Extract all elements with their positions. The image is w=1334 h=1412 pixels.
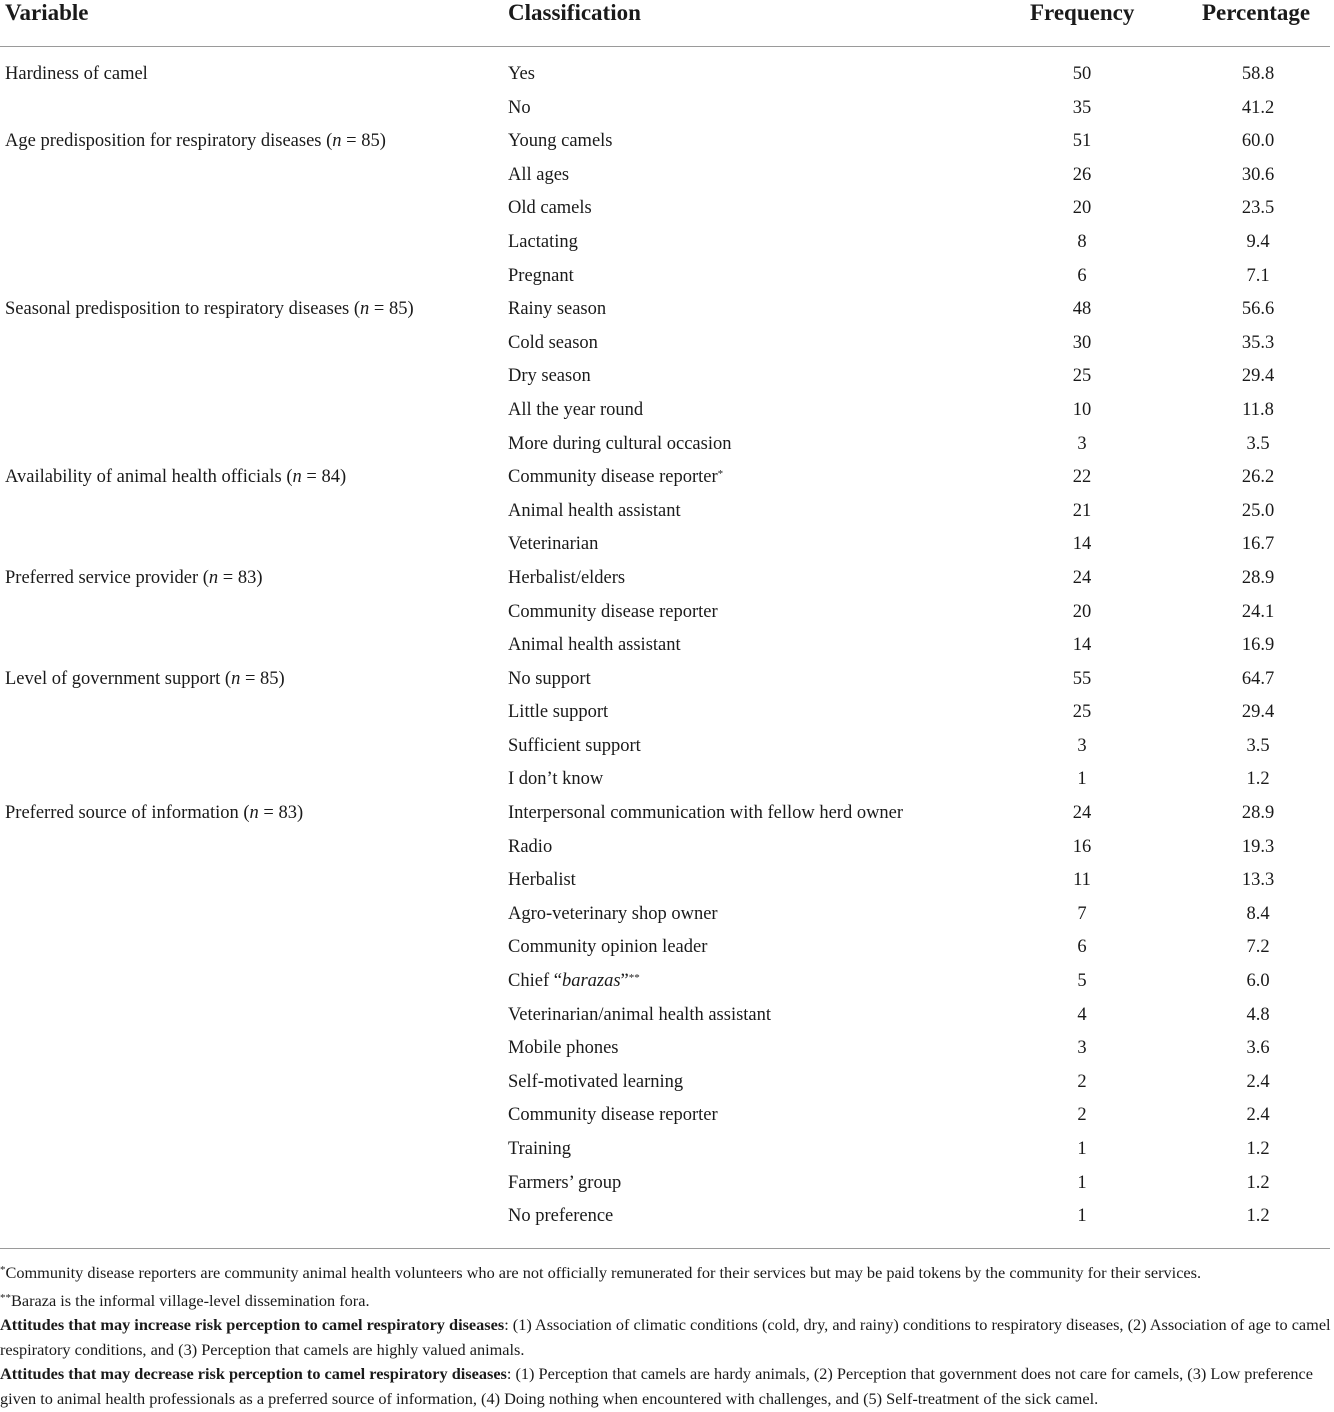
percentage-cell: 58.8 — [1241, 64, 1275, 84]
variable-cell: Preferred service provider (n = 83) — [5, 567, 263, 588]
table-row — [0, 1202, 1334, 1236]
classification-cell: Little support — [508, 702, 609, 723]
classification-cell: Interpersonal communication with fellow herd owner — [508, 803, 904, 824]
table-row — [0, 94, 1334, 128]
header-rule — [0, 46, 1330, 47]
percentage-cell: 2.4 — [1246, 1105, 1270, 1126]
table-row — [0, 866, 1334, 900]
frequency-cell: 6 — [1077, 265, 1087, 286]
frequency-cell: 22 — [1072, 467, 1092, 488]
table-row — [0, 262, 1334, 296]
frequency-cell: 8 — [1077, 231, 1087, 252]
table-header — [0, 0, 1334, 30]
classification-cell: No — [508, 97, 531, 118]
table-row — [0, 598, 1334, 632]
classification-cell: Community disease reporter* — [508, 467, 724, 488]
frequency-cell: 16 — [1072, 836, 1092, 857]
frequency-cell: 6 — [1077, 937, 1087, 958]
frequency-cell: 4 — [1077, 1004, 1087, 1025]
classification-cell: Pregnant — [508, 265, 574, 286]
variable-cell: Preferred source of information (n = 83) — [5, 803, 304, 824]
percentage-cell: 28.9 — [1241, 567, 1275, 588]
frequency-cell: 25 — [1072, 366, 1092, 387]
percentage-cell: 28.9 — [1241, 803, 1275, 824]
percentage-cell: 29.4 — [1241, 702, 1275, 723]
classification-cell: Mobile phones — [508, 1038, 619, 1059]
classification-cell: Cold season — [508, 332, 598, 353]
classification-cell: Agro-veterinary shop owner — [508, 903, 718, 924]
classification-cell: Herbalist/elders — [508, 567, 626, 588]
table-row — [0, 396, 1334, 430]
frequency-cell: 2 — [1077, 1071, 1087, 1092]
footer-rule — [0, 1248, 1330, 1249]
variable-cell: Seasonal predisposition to respiratory diseases (n = 85) — [5, 299, 414, 320]
table-row — [0, 430, 1334, 464]
percentage-cell: 1.2 — [1246, 769, 1270, 790]
percentage-cell: 1.2 — [1246, 1139, 1270, 1159]
header-percentage: Percentage — [1202, 0, 1311, 25]
percentage-cell: 7.1 — [1246, 265, 1270, 286]
percentage-cell: 24.1 — [1241, 601, 1275, 622]
header-frequency: Frequency — [1030, 0, 1135, 25]
frequency-cell: 11 — [1073, 870, 1091, 891]
variable-cell: Level of government support (n = 85) — [5, 668, 285, 689]
header-variable: Variable — [5, 0, 89, 25]
variable-cell: Hardiness of camel — [5, 64, 148, 84]
table-row — [0, 564, 1334, 598]
percentage-cell: 16.7 — [1241, 534, 1275, 555]
table-row — [0, 833, 1334, 867]
classification-cell: Animal health assistant — [508, 500, 681, 521]
variable-cell: Availability of animal health officials (n = 84) — [5, 467, 347, 488]
percentage-cell: 8.4 — [1246, 903, 1270, 924]
table-row — [0, 665, 1334, 699]
classification-cell: Young camels — [508, 131, 613, 152]
classification-cell: All ages — [508, 164, 570, 185]
classification-cell: Yes — [508, 64, 535, 84]
percentage-cell: 41.2 — [1241, 97, 1275, 118]
classification-cell: All the year round — [508, 399, 644, 420]
table-row — [0, 463, 1334, 497]
frequency-cell: 3 — [1077, 433, 1087, 454]
frequency-cell: 51 — [1072, 131, 1092, 152]
percentage-cell: 35.3 — [1241, 332, 1275, 353]
table-row — [0, 1169, 1334, 1203]
table-row — [0, 1034, 1334, 1068]
footnote-1: *Community disease reporters are community animal health volunteers who are not officially remunerated for their services but may be paid tokens by the community for their services. — [0, 1263, 1202, 1282]
table-body — [0, 60, 1334, 1236]
percentage-cell: 6.0 — [1246, 971, 1270, 992]
percentage-cell: 2.4 — [1246, 1071, 1270, 1092]
percentage-cell: 11.8 — [1242, 399, 1274, 420]
percentage-cell: 23.5 — [1241, 198, 1275, 219]
table-row — [0, 967, 1334, 1001]
percentage-cell: 3.5 — [1246, 735, 1270, 756]
classification-cell: Community disease reporter — [508, 1105, 718, 1126]
table-row — [0, 60, 1334, 94]
frequency-cell: 14 — [1072, 534, 1092, 555]
footnote-decrease: Attitudes that may decrease risk perception to camel respiratory diseases: (1) Perception that camels are hardy animals, (2) Perception that government does not care for camels, (3) Low preference given to animal health professionals as a preferred source of information, (4) Doing nothing when encountered with challenges, and (5) Self-treatment of the sick camel. — [0, 1364, 1313, 1408]
percentage-cell: 29.4 — [1241, 366, 1275, 387]
frequency-cell: 20 — [1072, 198, 1092, 219]
frequency-cell: 2 — [1077, 1105, 1087, 1126]
frequency-cell: 10 — [1072, 399, 1092, 420]
classification-cell: Animal health assistant — [508, 635, 681, 656]
classification-cell: Rainy season — [508, 299, 607, 320]
frequency-cell: 5 — [1077, 971, 1087, 992]
classification-cell: Old camels — [508, 198, 592, 219]
classification-cell: More during cultural occasion — [508, 433, 732, 454]
header-classification: Classification — [508, 0, 641, 25]
percentage-cell: 9.4 — [1246, 231, 1270, 252]
table-row — [0, 765, 1334, 799]
frequency-cell: 20 — [1072, 601, 1092, 622]
frequency-cell: 1 — [1077, 1206, 1087, 1227]
classification-cell: Dry season — [508, 366, 591, 387]
percentage-cell: 7.2 — [1246, 937, 1270, 958]
percentage-cell: 16.9 — [1241, 635, 1275, 656]
frequency-cell: 3 — [1077, 1038, 1087, 1059]
table-row — [0, 1135, 1334, 1169]
classification-cell: Veterinarian/animal health assistant — [508, 1004, 772, 1025]
table-row — [0, 497, 1334, 531]
table-row — [0, 1001, 1334, 1035]
classification-cell: Farmers’ group — [508, 1172, 622, 1193]
classification-cell: No support — [508, 668, 591, 689]
classification-cell: Sufficient support — [508, 735, 641, 756]
table-row — [0, 228, 1334, 262]
percentage-cell: 30.6 — [1241, 164, 1275, 185]
classification-cell: Veterinarian — [508, 534, 599, 555]
percentage-cell: 4.8 — [1246, 1004, 1270, 1025]
table-row — [0, 1101, 1334, 1135]
percentage-cell: 1.2 — [1246, 1172, 1270, 1193]
classification-cell: Community opinion leader — [508, 937, 708, 958]
classification-cell: Self-motivated learning — [508, 1071, 684, 1092]
classification-cell: Herbalist — [508, 870, 576, 891]
classification-cell: No preference — [508, 1206, 614, 1227]
table-row — [0, 631, 1334, 665]
table-row — [0, 1068, 1334, 1102]
percentage-cell: 3.5 — [1246, 433, 1270, 454]
percentage-cell: 13.3 — [1241, 870, 1275, 891]
classification-cell: Training — [508, 1139, 572, 1159]
table-row — [0, 530, 1334, 564]
table-row — [0, 799, 1334, 833]
percentage-cell: 60.0 — [1241, 131, 1275, 152]
table-row — [0, 900, 1334, 934]
table-row — [0, 329, 1334, 363]
percentage-cell: 3.6 — [1246, 1038, 1270, 1059]
frequency-cell: 48 — [1072, 299, 1092, 320]
footnote-2: **Baraza is the informal village-level dissemination fora. — [0, 1290, 370, 1310]
classification-cell: Lactating — [508, 231, 578, 252]
frequency-cell: 7 — [1077, 903, 1087, 924]
frequency-cell: 1 — [1077, 1172, 1087, 1193]
percentage-cell: 64.7 — [1241, 668, 1275, 689]
table-row — [0, 698, 1334, 732]
classification-cell: I don’t know — [508, 769, 604, 790]
frequency-cell: 55 — [1072, 668, 1092, 689]
classification-cell: Community disease reporter — [508, 601, 718, 622]
frequency-cell: 30 — [1072, 332, 1092, 353]
frequency-cell: 24 — [1072, 567, 1092, 588]
percentage-cell: 56.6 — [1241, 299, 1275, 320]
footnotes — [0, 1258, 1332, 1412]
variable-cell: Age predisposition for respiratory diseases (n = 85) — [5, 131, 386, 152]
table-row — [0, 127, 1334, 161]
footnote-increase: Attitudes that may increase risk perception to camel respiratory diseases: (1) Association of climatic conditions (cold, dry, and rainy) conditions to respiratory diseases, (2) Association of age to camel respiratory conditions, and (3) Perception that camels are highly valued animals. — [0, 1315, 1331, 1359]
percentage-cell: 19.3 — [1241, 836, 1275, 857]
percentage-cell: 1.2 — [1246, 1206, 1270, 1227]
classification-cell: Chief “barazas”** — [508, 971, 640, 992]
frequency-cell: 24 — [1072, 803, 1092, 824]
frequency-cell: 3 — [1077, 735, 1087, 756]
frequency-cell: 21 — [1072, 500, 1092, 521]
table-row — [0, 161, 1334, 195]
frequency-cell: 35 — [1072, 97, 1092, 118]
table-row — [0, 933, 1334, 967]
frequency-cell: 25 — [1072, 702, 1092, 723]
percentage-cell: 25.0 — [1241, 500, 1275, 521]
table-row — [0, 295, 1334, 329]
classification-cell: Radio — [508, 836, 553, 857]
frequency-cell: 1 — [1077, 769, 1087, 790]
frequency-cell: 1 — [1077, 1139, 1087, 1159]
frequency-cell: 14 — [1072, 635, 1092, 656]
frequency-cell: 50 — [1072, 64, 1092, 84]
percentage-cell: 26.2 — [1241, 467, 1275, 488]
table-row — [0, 732, 1334, 766]
table-row — [0, 362, 1334, 396]
table-row — [0, 194, 1334, 228]
frequency-cell: 26 — [1072, 164, 1092, 185]
